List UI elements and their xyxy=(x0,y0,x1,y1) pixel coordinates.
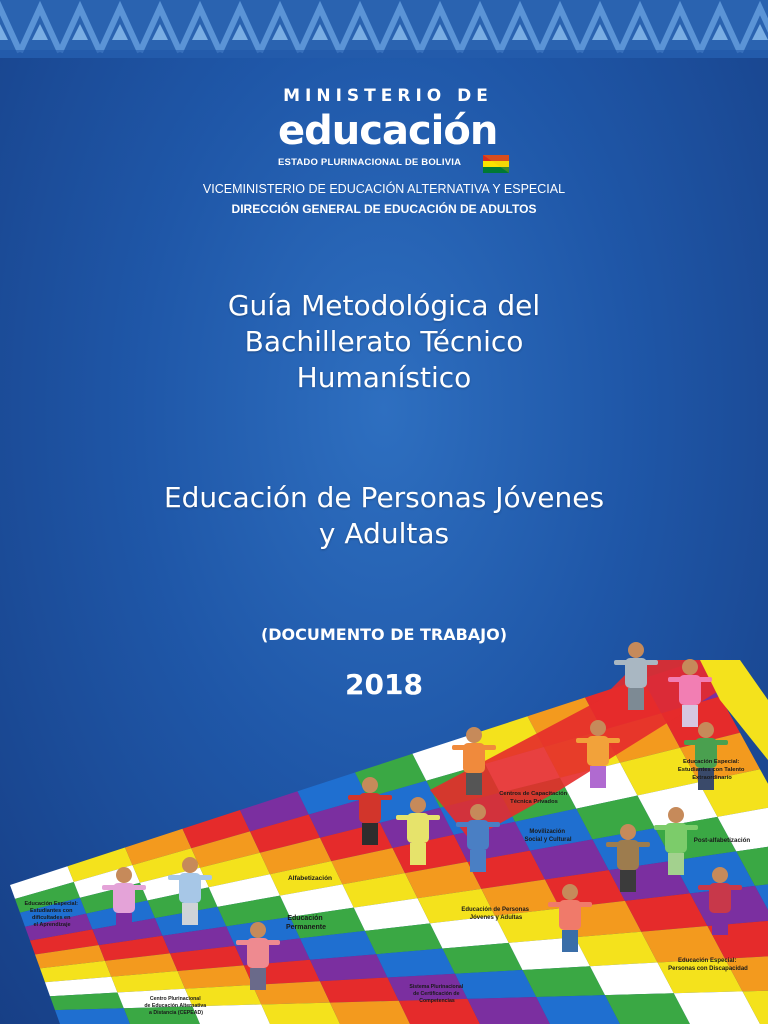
label-especial-dificultades: Educación Especial: Estudiantes con dificultades en el Aprendizaje xyxy=(24,901,78,928)
document-type-label: (DOCUMENTO DE TRABAJO) xyxy=(260,625,508,644)
person-body xyxy=(247,938,269,968)
person-body xyxy=(625,658,647,688)
label-alfabetizacion: Alfabetización xyxy=(287,875,333,882)
person-body xyxy=(617,840,639,870)
person-head xyxy=(628,642,644,658)
board-tile xyxy=(330,1001,410,1024)
viceministerio-label: VICEMINISTERIO DE EDUCACIÓN ALTERNATIVA Y ESPECIAL xyxy=(202,182,566,196)
person-head xyxy=(466,727,482,743)
person-body xyxy=(113,883,135,913)
person-legs xyxy=(682,705,698,727)
label-especial-discapacidad: Educación Especial: Personas con Discapacidad xyxy=(668,958,748,972)
subtitle-line-1: Educación de Personas Jóvenes xyxy=(163,481,605,514)
person-legs xyxy=(182,903,198,925)
subtitle-line-2: y Adultas xyxy=(318,517,450,550)
estado-plurinacional-label: ESTADO PLURINACIONAL DE BOLIVIA xyxy=(278,157,462,168)
board-tile xyxy=(261,1003,340,1024)
person-head xyxy=(362,777,378,793)
person-head xyxy=(698,722,714,738)
label-centros-capacitacion: Centros de Capacitación Técnica Privados xyxy=(499,791,568,805)
person-body xyxy=(467,820,489,850)
person-body xyxy=(587,736,609,766)
person-body xyxy=(463,743,485,773)
label-educacion-permanente: Educación Permanente xyxy=(285,915,327,931)
person-head xyxy=(116,867,132,883)
person-legs xyxy=(116,913,132,935)
label-movilizacion: Movilización Social y Cultural xyxy=(524,829,572,843)
person-body xyxy=(679,675,701,705)
person-legs xyxy=(590,766,606,788)
person-head xyxy=(590,720,606,736)
label-personas-jovenes: Educación de Personas Jóvenes y Adultas xyxy=(461,907,530,921)
person-body xyxy=(665,823,687,853)
person-legs xyxy=(668,853,684,875)
board-tile xyxy=(55,1008,130,1024)
person-head xyxy=(620,824,636,840)
label-sistema-plurinacional: Sistema Plurinacional de Certificación de Competencias xyxy=(409,984,464,1004)
board-tile xyxy=(443,943,523,974)
title-line-1: Guía Metodológica del xyxy=(227,289,541,322)
person-head xyxy=(470,804,486,820)
person-head xyxy=(182,857,198,873)
person-legs xyxy=(410,843,426,865)
person-legs xyxy=(362,823,378,845)
title-line-3: Humanístico xyxy=(296,361,472,394)
person-head xyxy=(410,797,426,813)
person-legs xyxy=(470,850,486,872)
ministerio-heading: MINISTERIO DE xyxy=(283,86,493,106)
board-tile xyxy=(468,997,551,1024)
person-head xyxy=(712,867,728,883)
person-body xyxy=(179,873,201,903)
person-body xyxy=(559,900,581,930)
person-legs xyxy=(712,913,728,935)
board-tile xyxy=(320,978,399,1003)
label-centro-plurinacional: Centro Plurinacional de Educación Alternativa a Distancia (CEPEAD) xyxy=(144,996,207,1016)
person-legs xyxy=(628,688,644,710)
person-head xyxy=(250,922,266,938)
person-legs xyxy=(562,930,578,952)
person-legs xyxy=(466,773,482,795)
brand-wordmark: educación xyxy=(278,108,498,152)
label-post-alfabetizacion: Post-alfabetización xyxy=(693,837,751,844)
person-body xyxy=(709,883,731,913)
title-line-2: Bachillerato Técnico xyxy=(244,325,524,358)
person-head xyxy=(562,884,578,900)
person-body xyxy=(359,793,381,823)
person-legs xyxy=(250,968,266,990)
person-body xyxy=(407,813,429,843)
person-head xyxy=(682,659,698,675)
direccion-general-label: DIRECCIÓN GENERAL DE EDUCACIÓN DE ADULTOS xyxy=(231,202,537,216)
board-tile xyxy=(455,970,536,999)
person-legs xyxy=(620,870,636,892)
year-label: 2018 xyxy=(345,668,423,701)
label-especial-talento: Educación Especial: Estudiantes con Talento Extraordinario xyxy=(677,759,745,781)
person-head xyxy=(668,807,684,823)
